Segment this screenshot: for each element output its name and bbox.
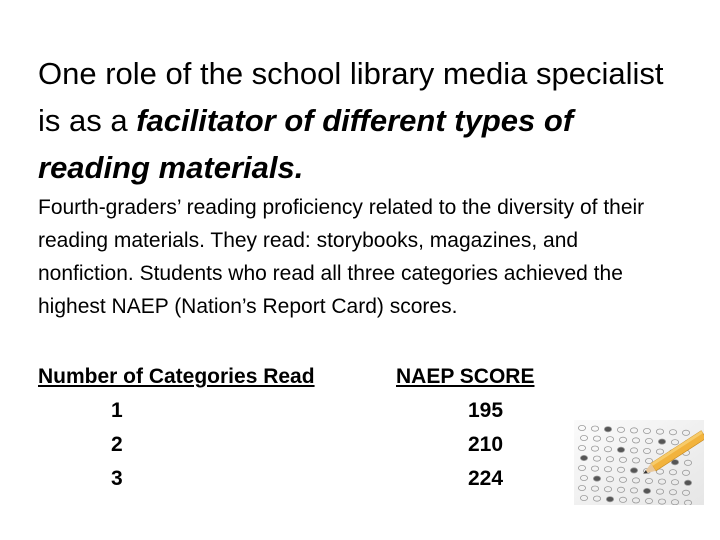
- table-row: [38, 428, 538, 462]
- slide-heading: [38, 50, 688, 191]
- table-row: [38, 462, 538, 496]
- column-header-score: NAEP SCORE: [396, 365, 535, 388]
- answer-bubble: [593, 476, 600, 481]
- table-cell-categories: 1: [111, 399, 123, 422]
- table-cell-categories: 2: [111, 433, 123, 456]
- answer-bubble: [630, 468, 637, 473]
- table-cell-score: 224: [468, 467, 504, 490]
- table-row: [38, 394, 538, 428]
- answer-bubble: [606, 497, 613, 502]
- heading-plain-text: One role of the school library media specialist is as a: [38, 56, 664, 138]
- answer-bubble: [658, 439, 665, 444]
- heading-emphasis-text: facilitator of different types of reading materials.: [38, 103, 574, 185]
- answer-bubble: [604, 427, 611, 432]
- column-header-categories: Number of Categories Read: [38, 365, 315, 388]
- answer-bubble: [643, 488, 650, 493]
- body-paragraph: Fourth-graders’ reading proficiency related to the diversity of their reading materials. They read: storybooks, magazines, and nonfiction. Students who read all three categories achieved the highest NAEP (Nation’s Report Card) scores.: [38, 196, 645, 318]
- table-cell-categories: 3: [111, 467, 123, 490]
- answer-bubble: [684, 480, 691, 485]
- answer-bubble: [580, 455, 587, 460]
- answer-sheet-pencil-icon: [574, 420, 704, 505]
- table-cell-score: 195: [468, 399, 504, 422]
- answer-bubble: [617, 447, 624, 452]
- table-cell-score: 210: [468, 433, 504, 456]
